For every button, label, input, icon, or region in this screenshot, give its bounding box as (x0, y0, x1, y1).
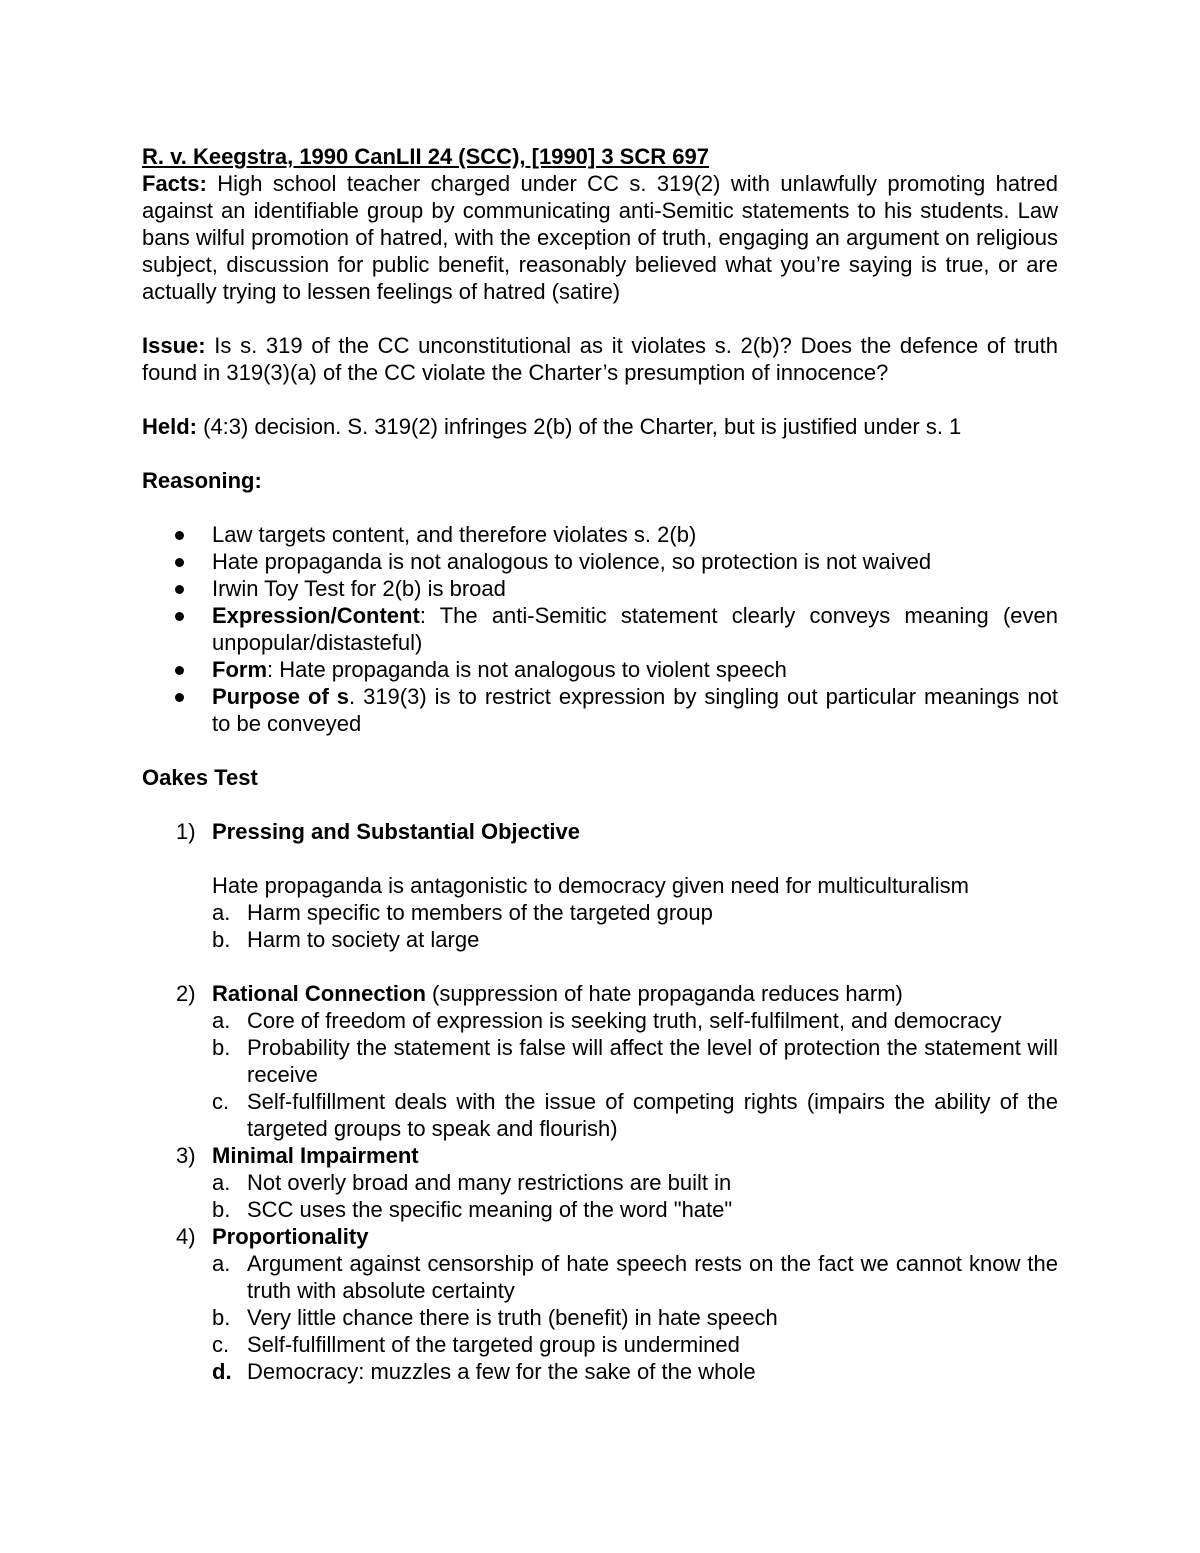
list-item: Hate propaganda is not analogous to violence, so protection is not waived (142, 548, 1058, 575)
oakes-step-4: 4) Proportionality (176, 1224, 369, 1249)
facts-label: Facts: (142, 171, 207, 196)
step-title: Minimal Impairment (212, 1143, 419, 1168)
issue-label: Issue: (142, 333, 206, 358)
issue-paragraph (142, 332, 1058, 386)
list-item: c. Self-fulfillment of the targeted group is undermined (212, 1332, 740, 1357)
list-item: Expression/Content: The anti-Semitic statement clearly conveys meaning (even unpopular/distasteful) (142, 602, 1058, 656)
list-item: d. Democracy: muzzles a few for the sake of the whole (212, 1359, 756, 1384)
list-item: a. Not overly broad and many restrictions are built in (212, 1170, 732, 1195)
reasoning-heading: Reasoning: (142, 468, 262, 493)
facts-paragraph (142, 170, 1058, 305)
list-item: c. Self-fulfillment deals with the issue of competing rights (impairs the ability of the targeted groups to speak and flourish) (212, 1089, 1058, 1141)
reasoning-list (142, 521, 1058, 737)
list-item: a. Argument against censorship of hate speech rests on the fact we cannot know the truth with absolute certainty (212, 1251, 1058, 1303)
list-item: Purpose of s. 319(3) is to restrict expression by singling out particular meanings not to be conveyed (142, 683, 1058, 737)
step-title: Proportionality (212, 1224, 369, 1249)
list-item: a. Core of freedom of expression is seeking truth, self-fulfilment, and democracy (212, 1008, 1002, 1033)
list-item: b. SCC uses the specific meaning of the word "hate" (212, 1197, 733, 1222)
case-title: R. v. Keegstra, 1990 CanLII 24 (SCC), [1990] 3 SCR 697 (142, 144, 709, 169)
oakes-step-3: 3) Minimal Impairment (176, 1143, 419, 1168)
oakes-step-2: 2) Rational Connection (suppression of hate propaganda reduces harm) (176, 981, 903, 1006)
list-item: Law targets content, and therefore violates s. 2(b) (142, 521, 1058, 548)
issue-text: Is s. 319 of the CC unconstitutional as it violates s. 2(b)? Does the defence of truth found in 319(3)(a) of the CC violate the Charter’s presumption of innocence? (142, 333, 1058, 385)
held-text: (4:3) decision. S. 319(2) infringes 2(b) of the Charter, but is justified under s. 1 (197, 414, 962, 439)
case-brief (142, 143, 1058, 1385)
list-item: b. Very little chance there is truth (benefit) in hate speech (212, 1305, 778, 1330)
step-title: Rational Connection (212, 981, 426, 1006)
list-item: Form: Hate propaganda is not analogous to violent speech (142, 656, 1058, 683)
list-item: Irwin Toy Test for 2(b) is broad (142, 575, 1058, 602)
list-item: b. Probability the statement is false will affect the level of protection the statement will receive (212, 1035, 1058, 1087)
held-label: Held: (142, 414, 197, 439)
list-item: a. Harm specific to members of the targeted group (212, 900, 713, 925)
oakes-step-1: 1) Pressing and Substantial Objective (176, 819, 580, 844)
step-title: Pressing and Substantial Objective (212, 819, 580, 844)
facts-text: High school teacher charged under CC s. 319(2) with unlawfully promoting hatred against an identifiable group by communicating anti-Semitic statements to his students. Law bans wilful promotion of hatred, with the exception of truth, engaging an argument on religious subject, discussion for public benefit, reasonably believed what you’re saying is true, or are actually trying to lessen feelings of hatred (satire) (142, 171, 1058, 304)
oakes-heading: Oakes Test (142, 765, 258, 790)
list-item: b. Harm to society at large (212, 927, 480, 952)
held-paragraph (142, 413, 1058, 440)
step-intro: Hate propaganda is antagonistic to democracy given need for multiculturalism (212, 873, 969, 898)
